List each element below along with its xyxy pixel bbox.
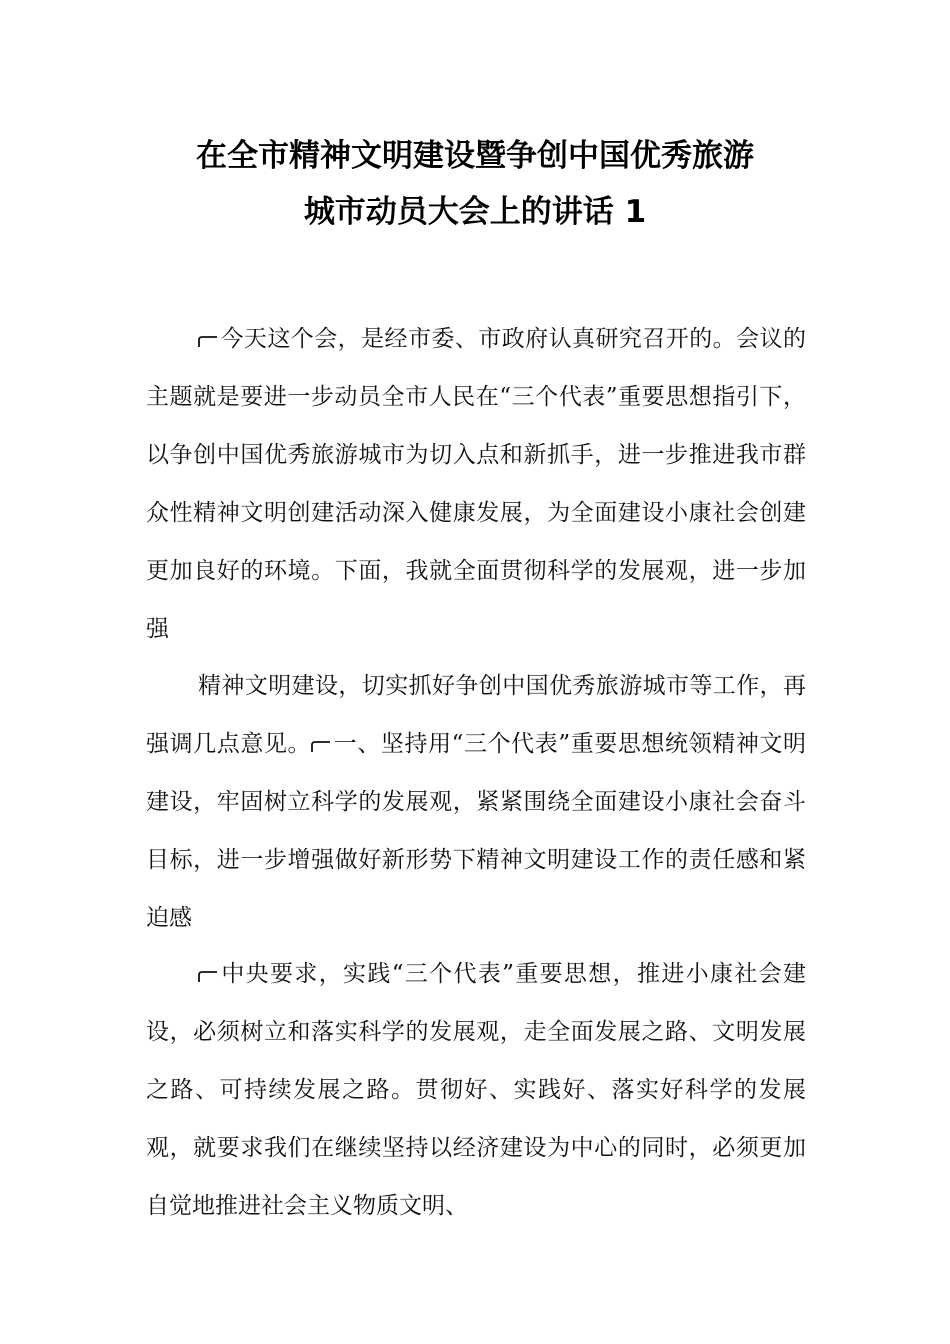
paragraph-mark-icon (198, 969, 218, 983)
paragraph-3 (146, 945, 806, 1235)
title-line-2: 城市动员大会上的讲话 1 (303, 194, 647, 230)
paragraph-2 (146, 657, 806, 947)
paragraph-3-text: 中央要求，实践“三个代表”重要思想，推进小康社会建设，必须树立和落实科学的发展观，走全面发展之路、文明发展之路、可持续发展之路。贯彻好、实践好、落实好科学的发展观，就要求我们在继续坚持以经济建设为中心的同时，必须更加自觉地推进社会主义物质文明、 (146, 961, 806, 1219)
paragraph-mark-icon (311, 739, 331, 753)
document-title (120, 128, 830, 240)
paragraph-2-text-after: 一、坚持用“三个代表”重要思想统领精神文明建设，牢固树立科学的发展观，紧紧围绕全面建设小康社会奋斗目标，进一步增强做好新形势下精神文明建设工作的责任感和紧迫感 (146, 731, 806, 931)
title-line-1: 在全市精神文明建设暨争创中国优秀旅游 (196, 138, 754, 174)
paragraph-2-text-before: 精神文明建设，切实抓好争创中国优秀旅游城市等工作，再强调几点意见。 (146, 673, 806, 757)
paragraph-mark-icon (198, 334, 218, 348)
paragraph-1 (146, 310, 806, 658)
paragraph-1-text: 今天这个会，是经市委、市政府认真研究召开的。会议的主题就是要进一步动员全市人民在“三个代表”重要思想指引下，以争创中国优秀旅游城市为切入点和新抓手，进一步推进我市群众性精神文明创建活动深入健康发展，为全面建设小康社会创建更加良好的环境。下面，我就全面贯彻科学的发展观，进一步加强 (146, 326, 806, 642)
